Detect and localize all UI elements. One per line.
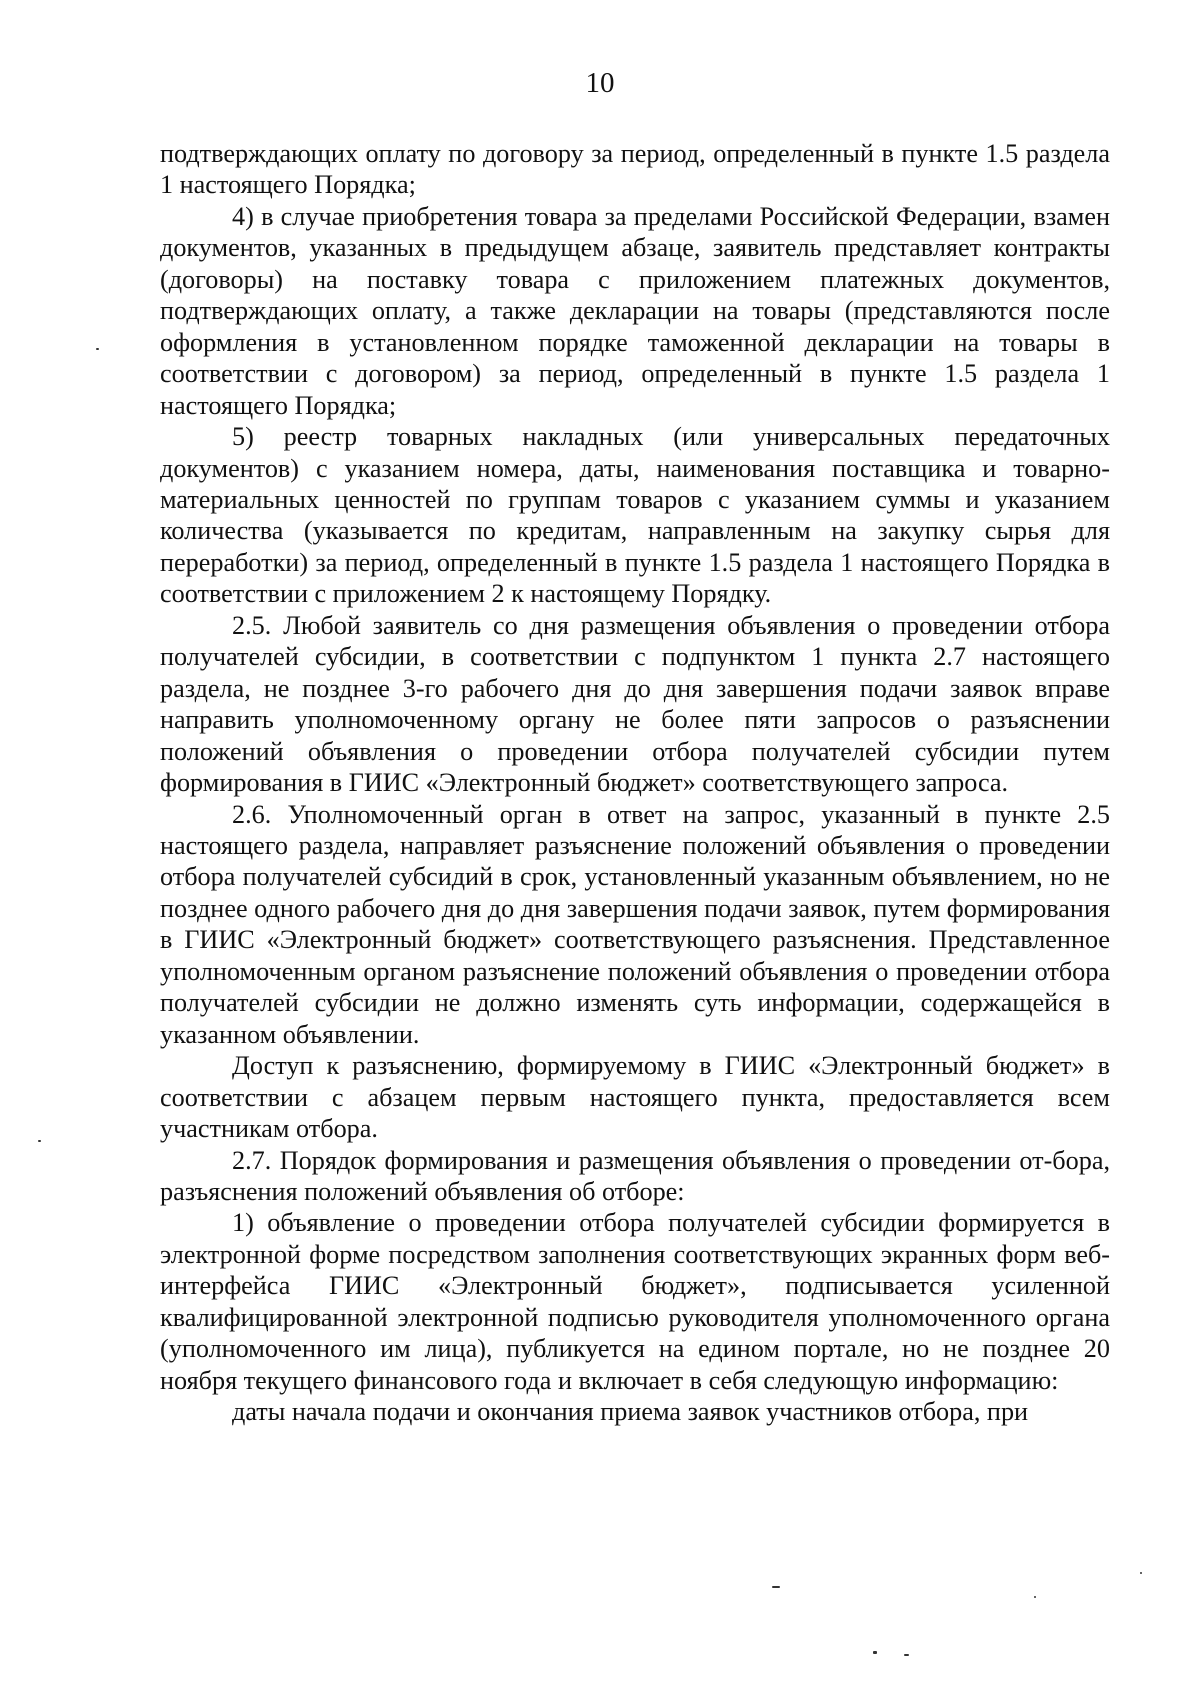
paragraph-2-7: 2.7. Порядок формирования и размещения объявления о проведении от-бора, разъяснения положений объявления об отборе:: [160, 1145, 1110, 1206]
scan-speck: [1140, 1572, 1142, 1574]
paragraph-2-7-item-1: 1) объявление о проведении отбора получателей субсидии формируется в электронной форме посредством заполнения соответствующих экранных форм веб-интерфейса ГИИС «Электронный бюджет», подписывается усиленной квалифицированной электронной подписью руководителя уполномоченного органа (уполномоченного им лица), публикуется на едином портале, но не позднее 20 ноября текущего финансового года и включает в себя следующую информацию:: [160, 1208, 1110, 1395]
paragraph-continuation: подтверждающих оплату по договору за период, определенный в пункте 1.5 раздела 1 настоящего Порядка;: [160, 139, 1110, 200]
scan-speck: [873, 1651, 877, 1654]
scan-speck: [1034, 1596, 1036, 1598]
paragraph-item-4: 4) в случае приобретения товара за пределами Российской Федерации, взамен документов, указанных в предыдущем абзаце, заявитель представляет контракты (договоры) на поставку товара с приложением платежных документов, подтверждающих оплату, а также декларации на товары (представляются после оформления в установленном порядке таможенной декларации на товары в соответствии с договором) за период, определенный в пункте 1.5 раздела 1 настоящего Порядка;: [160, 201, 1110, 420]
paragraph-item-5: 5) реестр товарных накладных (или универсальных передаточных документов) с указанием номера, даты, наименования поставщика и товарно-материальных ценностей по группам товаров с указанием суммы и указанием количества (указывается по кредитам, направленным на закупку сырья для переработки) за период, определенный в пункте 1.5 раздела 1 настоящего Порядка в соответствии с приложением 2 к настоящему Порядку.: [160, 422, 1110, 609]
paragraph-access: Доступ к разъяснению, формируемому в ГИИС «Электронный бюджет» в соответствии с абзацем первым настоящего пункта, предоставляется всем участникам отбора.: [160, 1051, 1110, 1144]
paragraph-2-5: 2.5. Любой заявитель со дня размещения объявления о проведении отбора получателей субсидии, в соответствии с подпунктом 1 пункта 2.7 настоящего раздела, не позднее 3-го рабочего дня до дня завершения подачи заявок вправе направить уполномоченному органу не более пяти запросов о разъяснении положений объявления о проведении отбора получателей субсидии путем формирования в ГИИС «Электронный бюджет» соответствующего запроса.: [160, 610, 1110, 798]
scan-speck: [772, 1586, 780, 1588]
document-body: [160, 138, 1110, 1428]
scan-speck: [38, 1140, 41, 1142]
scan-speck: [96, 348, 99, 350]
paragraph-dates: даты начала подачи и окончания приема заявок участников отбора, при: [232, 1397, 1029, 1427]
scan-speck: [904, 1654, 909, 1656]
paragraph-2-6: 2.6. Уполномоченный орган в ответ на запрос, указанный в пункте 2.5 настоящего раздела, направляет разъяснение положений объявления о проведении отбора получателей субсидий в срок, установленный указанным объявлением, но не позднее одного рабочего дня до дня завершения подачи заявок, путем формирования в ГИИС «Электронный бюджет» соответствующего разъяснения. Представленное уполномоченным органом разъяснение положений объявления о проведении отбора получателей субсидии не должно изменять суть информации, содержащейся в указанном объявлении.: [160, 799, 1110, 1049]
page-number: 10: [585, 67, 615, 99]
